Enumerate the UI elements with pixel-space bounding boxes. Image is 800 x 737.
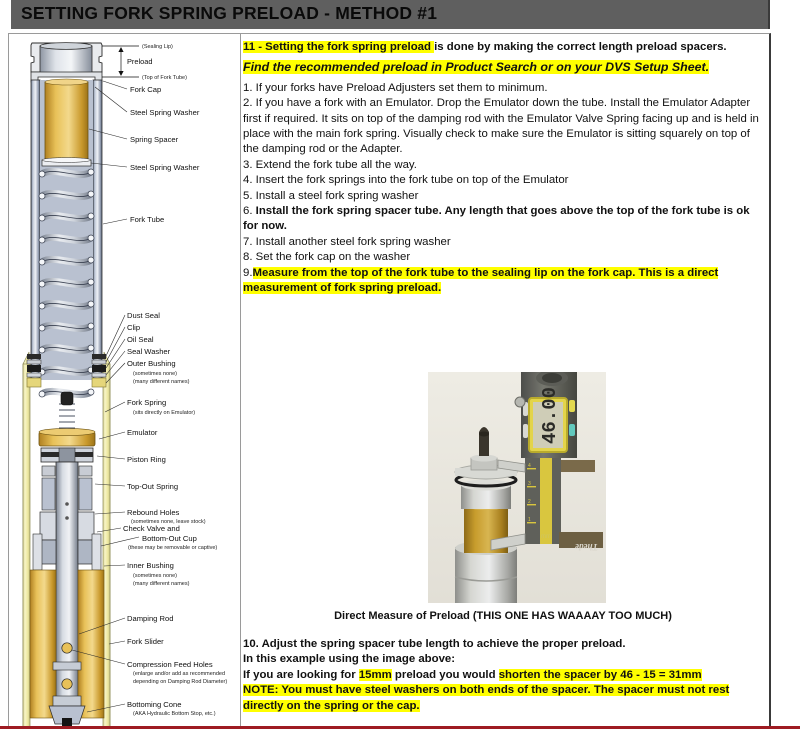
callout-outer-bushing-sub1: (sometimes none) (133, 371, 178, 377)
find-preload-line (243, 60, 763, 75)
step-9-text: Measure from the top of the fork tube to the sealing lip on the fork cap. This is a direct measurement of fork spring preload. (243, 266, 719, 295)
fork-cutaway-diagram (9, 34, 239, 727)
step-7 (243, 235, 763, 250)
step-10: 10. Adjust the spring spacer tube length to achieve the proper preload. (243, 638, 626, 650)
direct-measure-photo (428, 372, 606, 603)
callout-emulator: Emulator (127, 428, 158, 437)
callout-fork-spring: Fork Spring (127, 398, 167, 407)
calc-target-preload: 15mm (358, 668, 392, 681)
callout-inner-bushing-sub2: (many different names) (133, 581, 190, 587)
callout-bottom-out-cup-sub: (these may be removable or captive) (128, 545, 218, 551)
step-6 (243, 204, 763, 235)
example-line: In this example using the image above: (243, 653, 456, 666)
step-1 (243, 81, 763, 96)
callout-inner-bushing-sub1: (sometimes none) (133, 573, 178, 579)
callout-fork-tube: Fork Tube (130, 215, 165, 224)
column-divider (240, 34, 241, 726)
intro-line (243, 40, 763, 55)
callout-damping-rod: Damping Rod (127, 614, 174, 623)
step-1-num: 1. (243, 81, 256, 94)
callout-fork-cap: Fork Cap (130, 85, 162, 94)
step-7-num: 7. (243, 235, 256, 248)
find-preload-text: Find the recommended preload in Product Search or on your DVS Setup Sheet. (243, 60, 710, 75)
step-3-num: 3. (243, 158, 256, 171)
callout-compression-feed-holes-sub1: (enlarge and/or add as recommended (133, 671, 226, 677)
callout-seal-washer: Seal Washer (127, 347, 171, 356)
step-8-num: 8. (243, 251, 256, 264)
svg-text:1: 1 (528, 517, 531, 523)
step-4 (243, 173, 763, 188)
callout-piston-ring: Piston Ring (127, 455, 166, 464)
step-3-text: Extend the fork tube all the way. (255, 158, 417, 171)
callout-steel-spring-washer-bottom: Steel Spring Washer (130, 163, 200, 172)
step-2 (243, 96, 763, 158)
bottom-red-rule (0, 726, 800, 729)
callout-top-out-spring: Top-Out Spring (127, 482, 179, 491)
step-6-text: Install the fork spring spacer tube. Any length that goes above the top of the fork tube is ok for now. (243, 205, 750, 233)
callout-rebound-holes: Rebound Holes (127, 508, 180, 517)
step-9-num: 9. (243, 266, 253, 279)
note-line (243, 683, 763, 714)
callout-steel-spring-washer-top: Steel Spring Washer (130, 108, 200, 117)
step-9 (243, 266, 763, 297)
preload-dimension (102, 44, 187, 81)
step-5 (243, 189, 763, 204)
step-2-text: If you have a fork with an Emulator. Drop the Emulator down the tube. Install the Emulator Adapter first if required. It sits on top of the damping rod with the Emulator Valve Spring facing up and is held in place with the main fork spring. Visually check to make sure the Emulator is sitting squarely on top of the damping rod or the Adapter. (243, 97, 759, 156)
callout-bottom-out-cup: Bottom-Out Cup (142, 534, 197, 543)
callout-bottoming-cone-sub: (AKA Hydraulic Bottom Stop, etc.) (133, 711, 216, 717)
photo-caption: Direct Measure of Preload (THIS ONE HAS WAAAAY TOO MUCH) (334, 610, 672, 622)
svg-text:2: 2 (528, 499, 531, 505)
step-1-text: If your forks have Preload Adjusters set them to minimum. (255, 81, 548, 94)
sealing-lip-ref-label: (Sealing Lip) (142, 44, 173, 50)
callout-rebound-holes-sub: (sometimes none, leave stock) (131, 519, 206, 525)
instructions-pane (243, 40, 763, 720)
step-2-num: 2. (243, 97, 256, 110)
callout-spring-spacer: Spring Spacer (130, 135, 179, 144)
step-4-num: 4. (243, 174, 256, 187)
step-3 (243, 158, 763, 173)
intro-rest: is done by making the correct length preload spacers. (434, 41, 727, 53)
callout-outer-bushing-sub2: (many different names) (133, 379, 190, 385)
callout-compression-feed-holes: Compression Feed Holes (127, 660, 213, 669)
step-5-num: 5. (243, 189, 256, 202)
step-4-text: Insert the fork springs into the fork tube on top of the Emulator (255, 174, 569, 187)
caliper-brand-text: Thede (575, 542, 598, 552)
tail-instructions (243, 637, 763, 714)
callout-bottoming-cone: Bottoming Cone (127, 700, 182, 709)
calculation-line (243, 668, 763, 683)
callout-check-valve: Check Valve and (123, 524, 180, 533)
step-8-text: Set the fork cap on the washer (255, 251, 411, 264)
calc-middle: preload you would (391, 668, 499, 681)
svg-text:3: 3 (528, 481, 531, 487)
callout-fork-slider: Fork Slider (127, 637, 164, 646)
page-title: SETTING FORK SPRING PRELOAD - METHOD #1 (21, 3, 438, 23)
caliper-reading: 46.00 (539, 386, 561, 444)
callout-outer-bushing: Outer Bushing (127, 359, 176, 368)
step-7-text: Install another steel fork spring washer (255, 235, 451, 248)
step-5-text: Install a steel fork spring washer (255, 189, 419, 202)
calc-prefix: If you are looking for (243, 668, 359, 681)
callout-fork-spring-sub: (sits directly on Emulator) (133, 410, 196, 416)
note-text: NOTE: You must have steel washers on both ends of the spacer. The spacer must not rest directly on the spring or the cap. (243, 684, 730, 712)
document-header-bar (8, 0, 770, 29)
top-of-fork-tube-ref-label: (Top of Fork Tube) (142, 75, 187, 81)
preload-dim-label: Preload (127, 57, 153, 66)
callout-oil-seal: Oil Seal (127, 335, 154, 344)
callout-clip: Clip (127, 323, 141, 332)
svg-text:4: 4 (528, 463, 531, 469)
fork-assembly-art (23, 43, 110, 727)
callout-inner-bushing: Inner Bushing (127, 561, 174, 570)
callout-compression-feed-holes-sub2: depending on Damping Rod Diameter) (133, 679, 228, 685)
step-6-num: 6. (243, 205, 256, 218)
svg-text:mm: mm (541, 534, 551, 540)
calc-result: shorten the spacer by 46 - 15 = 31mm (498, 668, 702, 681)
intro-number: 11 - Setting the fork spring preload (243, 41, 435, 53)
step-8 (243, 250, 763, 265)
callout-dust-seal: Dust Seal (127, 311, 160, 320)
